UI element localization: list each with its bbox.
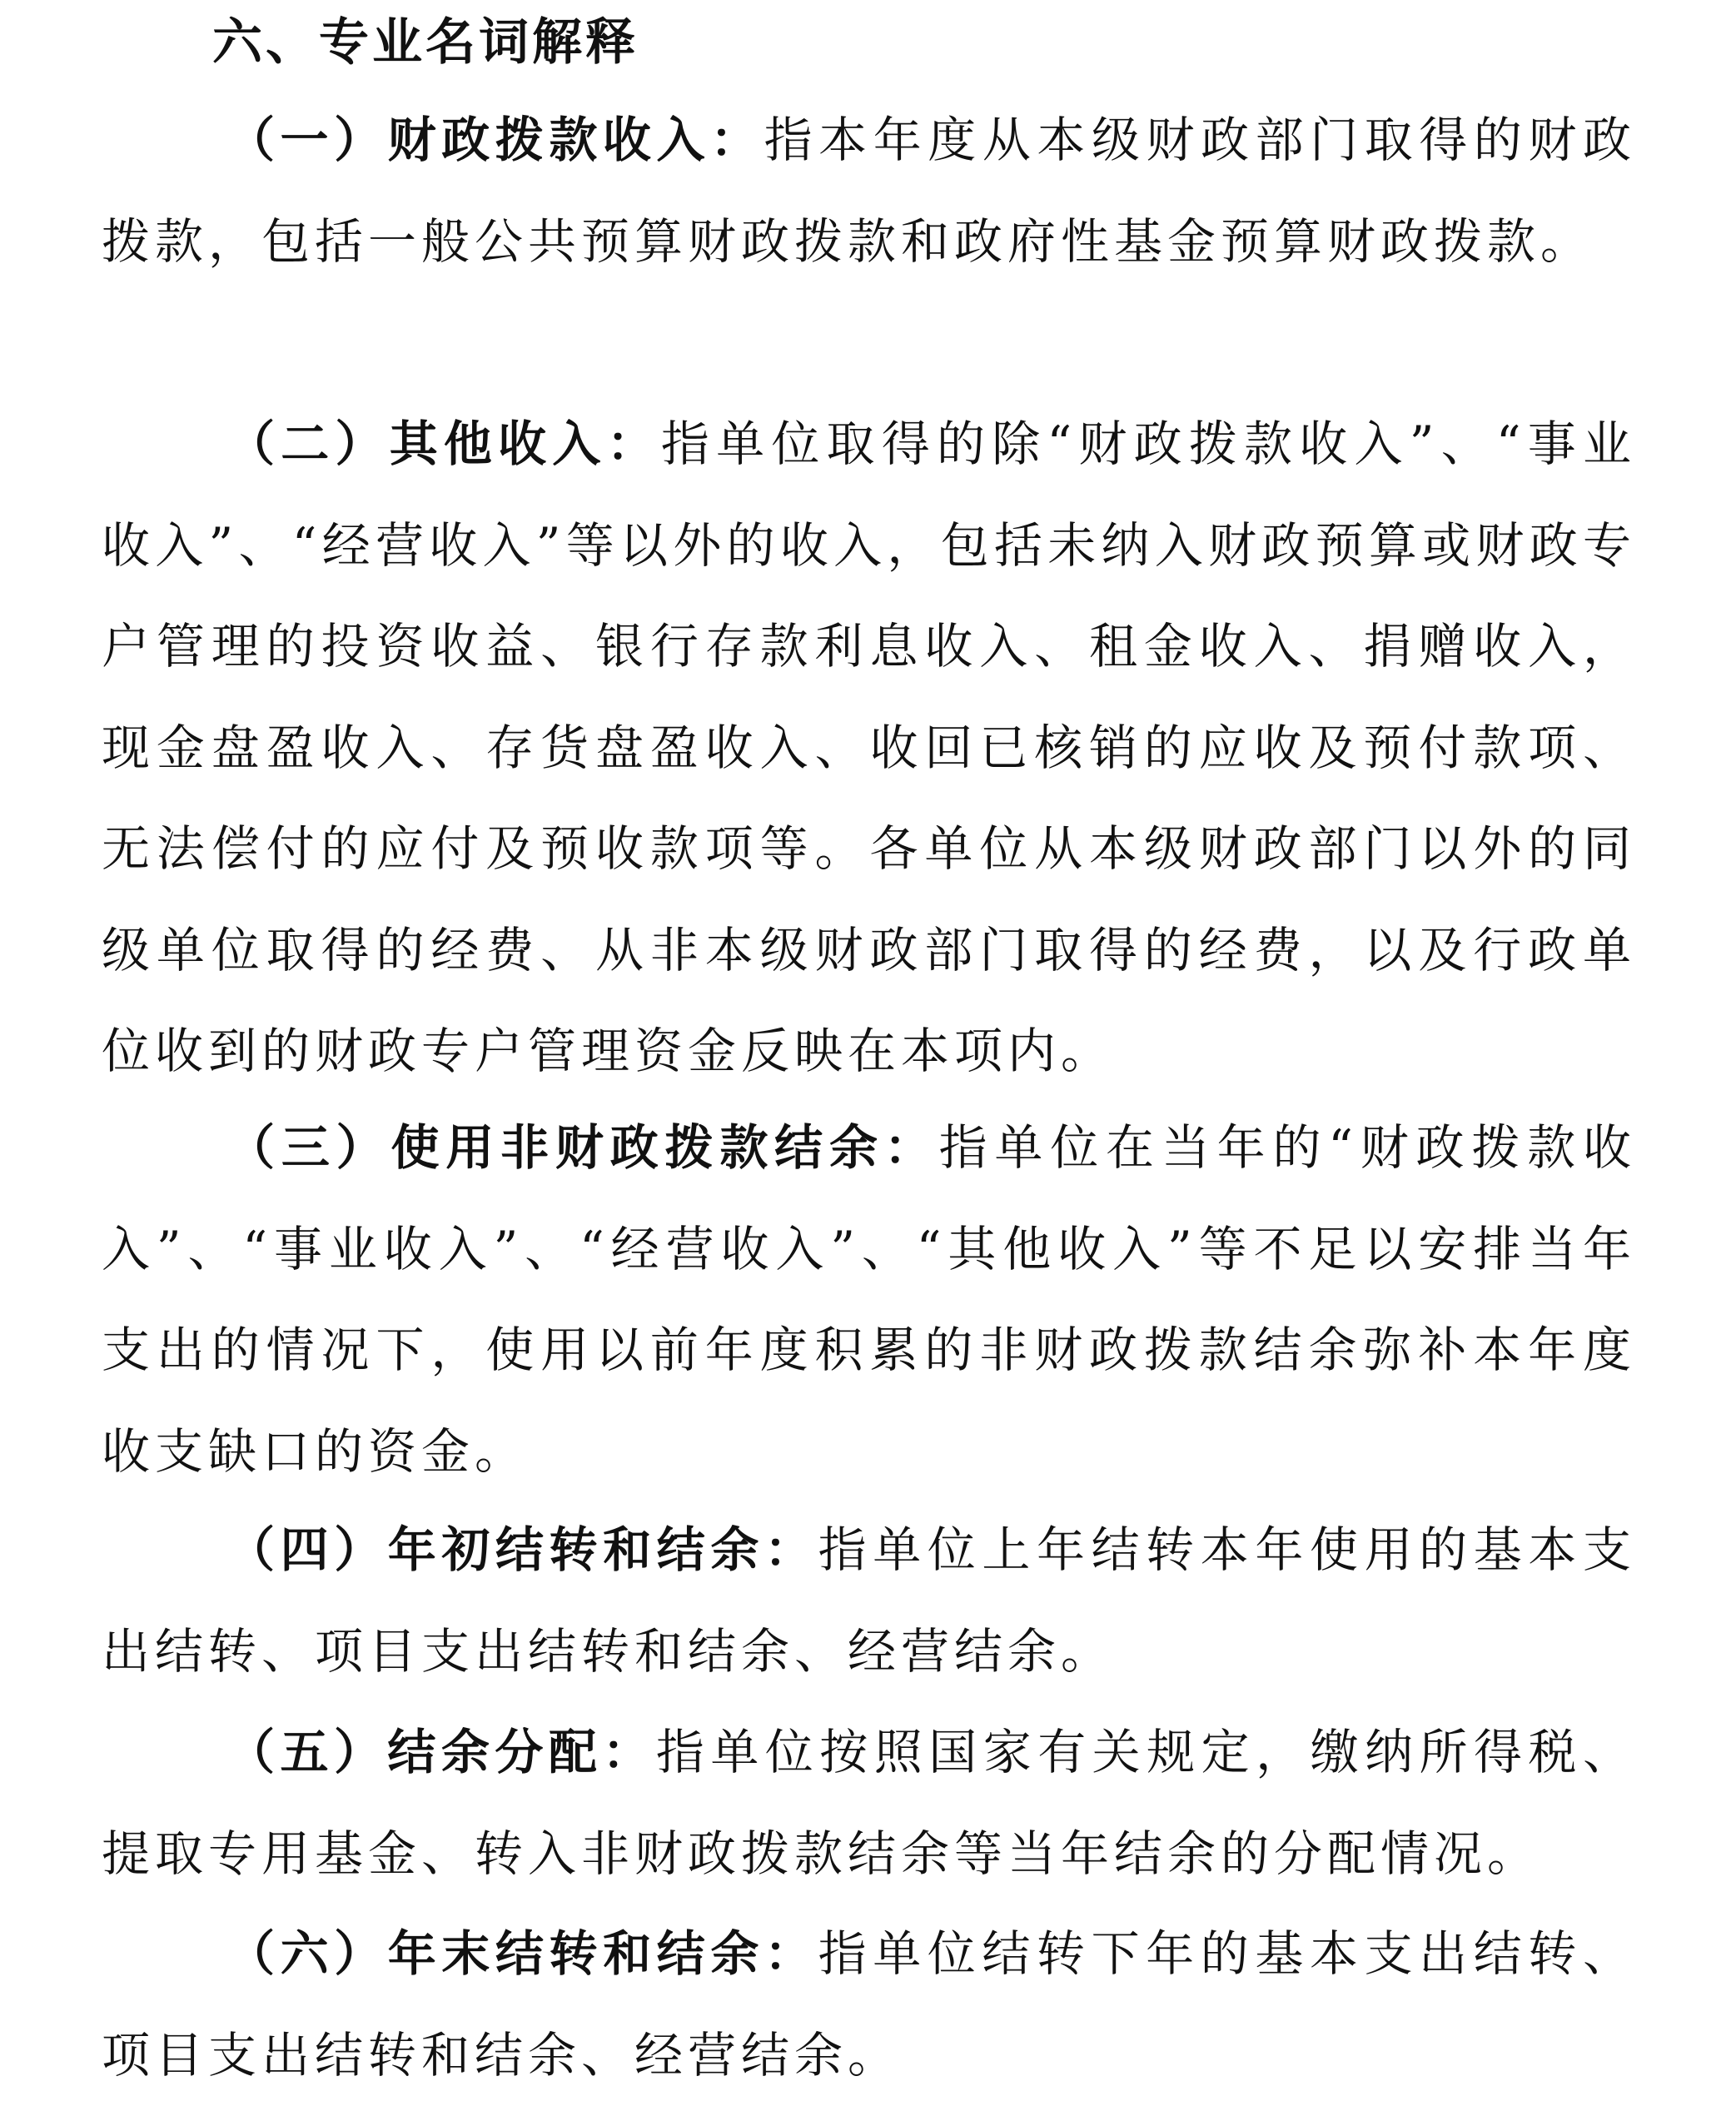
definition-text-5: 指单位按照国家有关规定，缴纳所得税、提取专用基金、转入非财政拨款结余等当年结余的分配情况。: [102, 1724, 1636, 1882]
definition-term-6: （六）年末结转和结余：: [226, 1925, 818, 1982]
definition-term-1: （一）财政拨款收入：: [226, 112, 764, 168]
definition-paragraph-2: [102, 394, 1636, 1103]
definition-paragraph-1: [102, 90, 1636, 292]
definition-text-3: 指单位在当年的“财政拨款收入”、“事业收入”、“经营收入”、“其他收入”等不足以安排当年支出的情况下，使用以前年度积累的非财政拨款结余弥补本年度收支缺口的资金。: [102, 1119, 1636, 1480]
definition-term-3: （三）使用非财政拨款结余：: [226, 1119, 939, 1176]
definition-text-6: 指单位结转下年的基本支出结转、项目支出结转和结余、经营结余。: [102, 1925, 1636, 2084]
definition-paragraph-5: [102, 1702, 1636, 1904]
definition-paragraph-6: [102, 1904, 1636, 2106]
definition-term-2: （二）其他收入：: [226, 416, 661, 472]
section-title: 六、专业名词解释: [212, 13, 639, 72]
definition-text-4: 指单位上年结转本年使用的基本支出结转、项目支出结转和结余、经营结余。: [102, 1521, 1636, 1680]
definition-term-5: （五）结余分配：: [226, 1724, 656, 1780]
definition-text-2: 指单位取得的除“财政拨款收入”、“事业收入”、“经营收入”等以外的收入，包括未纳入财政预算或财政专户管理的投资收益、银行存款利息收入、租金收入、捐赠收入，现金盘盈收入、存货盘盈收入、收回已核销的应收及预付款项、无法偿付的应付及预收款项等。各单位从本级财政部门以外的同级单位取得的经费、从非本级财政部门取得的经费，以及行政单位收到的财政专户管理资金反映在本项内。: [102, 416, 1636, 1079]
definition-paragraph-3: [102, 1098, 1636, 1502]
definition-paragraph-4: [102, 1500, 1636, 1702]
definition-text-1: 指本年度从本级财政部门取得的财政拨款，包括一般公共预算财政拨款和政府性基金预算财政拨款。: [102, 112, 1636, 270]
definition-term-4: （四）年初结转和结余：: [226, 1521, 818, 1578]
